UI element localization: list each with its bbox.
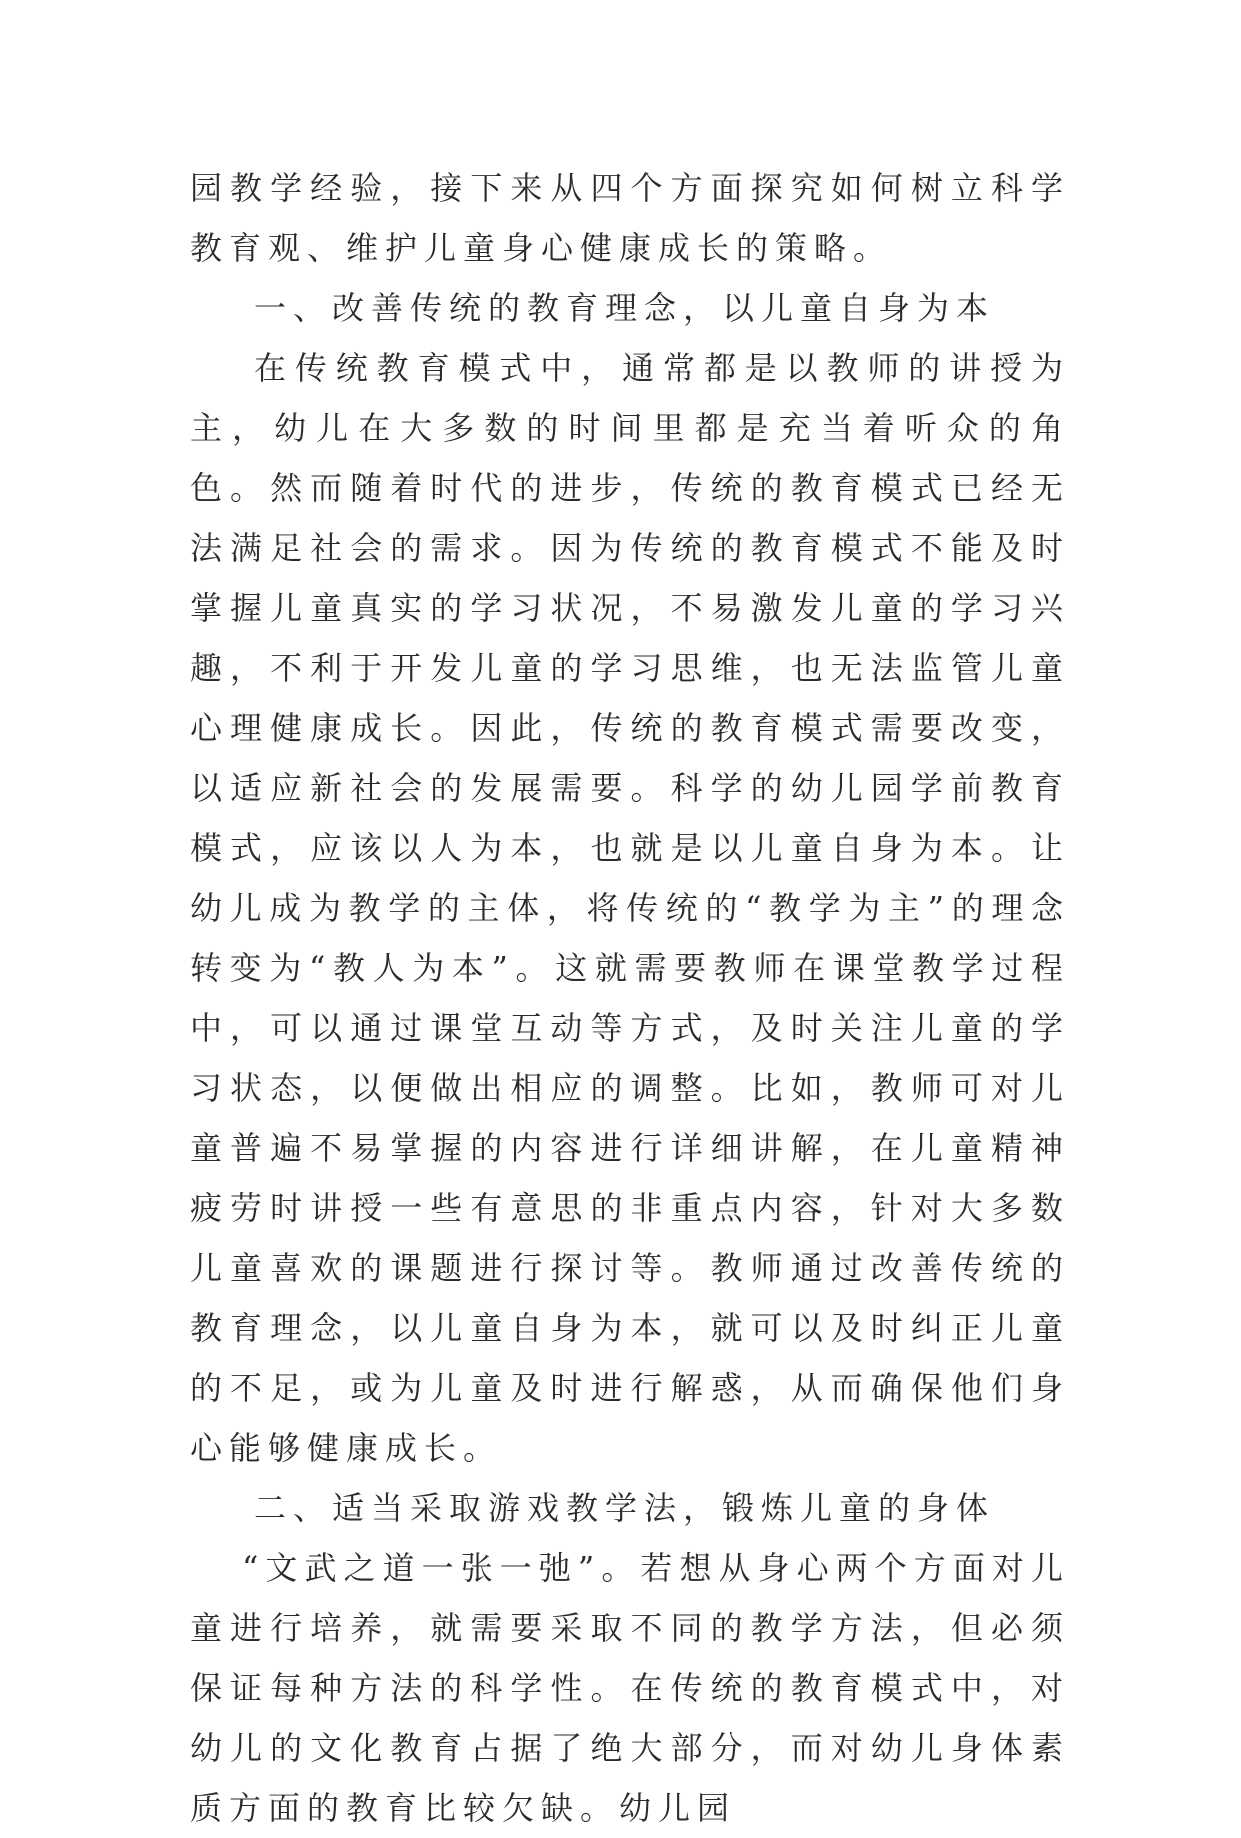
paragraph-game-teaching: “文武之道一张一弛”。若想从身心两个方面对儿童进行培养，就需要采取不同的教学方法，但必须保证每种方法的科学性。在传统的教育模式中，对幼儿的文化教育占据了绝大部分，而对幼儿身体素质方面的教育比较欠缺。幼儿园 [190,1549,1070,1827]
section-heading-1: 一、改善传统的教育理念，以儿童自身为本 [254,289,996,327]
section-heading-2: 二、适当采取游戏教学法，锻炼儿童的身体 [254,1489,996,1527]
document-body [190,158,1070,1838]
paragraph-continued: 园教学经验，接下来从四个方面探究如何树立科学教育观、维护儿童身心健康成长的策略。 [190,169,1070,267]
paragraph-traditional-education: 在传统教育模式中，通常都是以教师的讲授为主，幼儿在大多数的时间里都是充当着听众的角色。然而随着时代的进步，传统的教育模式已经无法满足社会的需求。因为传统的教育模式不能及时掌握儿童真实的学习状况，不易激发儿童的学习兴趣，不利于开发儿童的学习思维，也无法监管儿童心理健康成长。因此，传统的教育模式需要改变，以适应新社会的发展需要。科学的幼儿园学前教育模式，应该以人为本，也就是以儿童自身为本。让幼儿成为教学的主体，将传统的“教学为主”的理念转变为“教人为本”。这就需要教师在课堂教学过程中，可以通过课堂互动等方式，及时关注儿童的学习状态，以便做出相应的调整。比如，教师可对儿童普遍不易掌握的内容进行详细讲解，在儿童精神疲劳时讲授一些有意思的非重点内容，针对大多数儿童喜欢的课题进行探讨等。教师通过改善传统的教育理念，以儿童自身为本，就可以及时纠正儿童的不足，或为儿童及时进行解惑，从而确保他们身心能够健康成长。 [190,349,1070,1467]
